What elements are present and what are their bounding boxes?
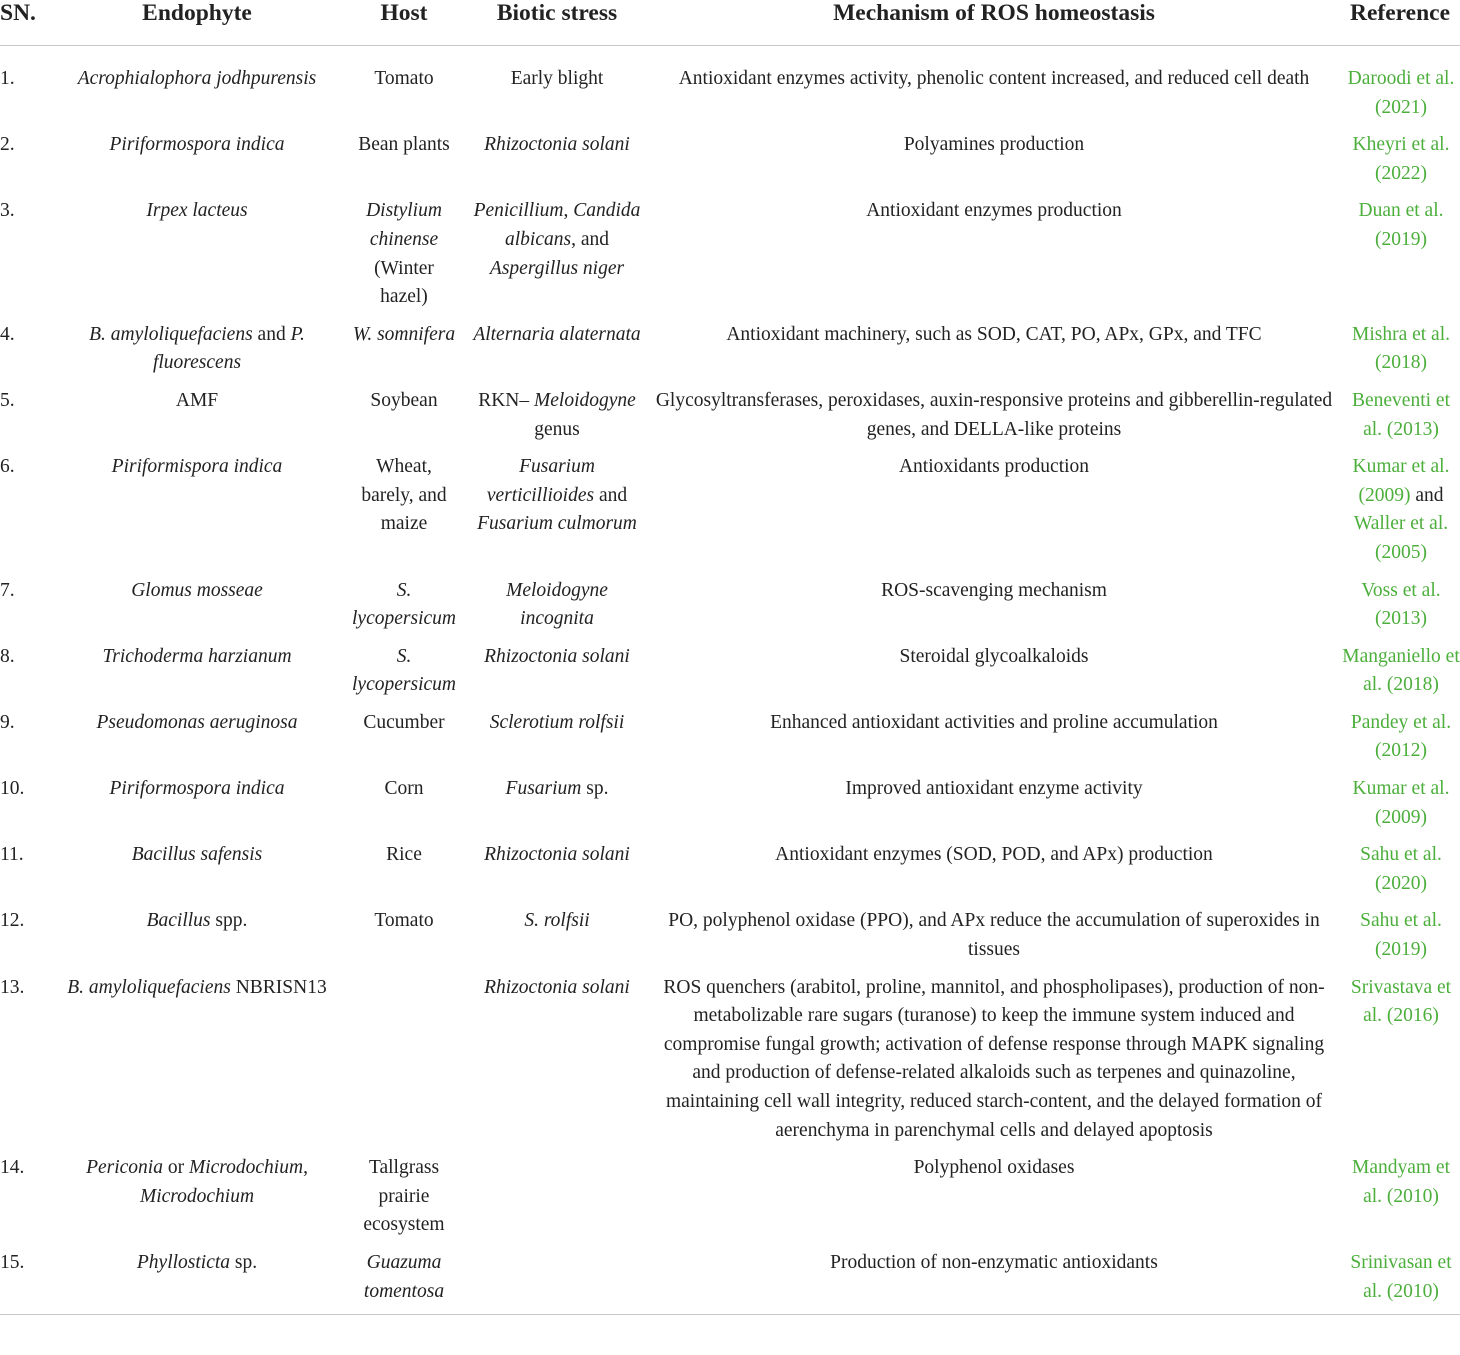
endophyte-text-segment: ,: [303, 1157, 308, 1179]
endophyte-text-segment: Piriformispora indica: [111, 456, 283, 478]
cell-reference: [1340, 709, 1460, 775]
endophyte-text-segment: Pseudomonas aeruginosa: [96, 711, 298, 733]
reference-link[interactable]: Srinivasan et al. (2010): [1350, 1251, 1452, 1302]
cell-mechanism: Antioxidant enzymes activity, phenolic content increased, and reduced cell death: [678, 68, 1310, 89]
stress-text-segment: S. rolfsii: [524, 910, 590, 932]
host-text-segment: (Winter hazel): [374, 257, 434, 308]
cell-host: [342, 841, 466, 907]
reference-link[interactable]: Manganiello et al. (2018): [1342, 645, 1460, 696]
stress-text-segment: Fusarium verticillioides: [486, 456, 595, 506]
endophyte-text-segment: Bacillus: [146, 910, 211, 932]
cell-sn: 3.: [0, 200, 15, 222]
reference-link[interactable]: Mishra et al. (2018): [1351, 323, 1450, 374]
cell-reference: [1340, 1154, 1460, 1249]
table-row: [0, 453, 1460, 576]
stress-text-segment: Candida albicans: [505, 200, 641, 250]
endophyte-text-segment: AMF: [175, 389, 219, 411]
cell-sn: 13.: [0, 976, 25, 998]
host-text-segment: Rice: [386, 844, 422, 866]
reference-link[interactable]: Voss et al. (2013): [1361, 579, 1441, 630]
host-text-segment: S. lycopersicum: [352, 579, 456, 630]
column-header-sn: SN.: [0, 0, 52, 46]
endophyte-text-segment: spp.: [210, 910, 248, 932]
cell-reference: [1340, 775, 1460, 841]
cell-biotic-stress: [466, 841, 648, 907]
column-header-biotic-stress: Biotic stress: [466, 0, 648, 46]
cell-sn: 14.: [0, 1157, 25, 1179]
host-text-segment: Wheat, barely, and maize: [361, 456, 447, 535]
endophyte-text-segment: Piriformospora indica: [109, 134, 285, 156]
cell-host: [342, 46, 466, 132]
cell-sn: 6.: [0, 456, 15, 478]
cell-endophyte: [52, 131, 342, 197]
endophyte-text-segment: sp.: [230, 1251, 258, 1273]
cell-host: [342, 321, 466, 387]
endophyte-text-segment: Microdochium: [139, 1185, 255, 1207]
cell-mechanism: Antioxidant enzymes production: [866, 200, 1122, 222]
cell-endophyte: [52, 387, 342, 453]
endophyte-text-segment: Phyllosticta: [136, 1251, 231, 1273]
cell-host: [342, 1154, 466, 1249]
table-row: [0, 131, 1460, 197]
cell-reference: [1340, 1249, 1460, 1314]
reference-link[interactable]: Pandey et al. (2012): [1350, 711, 1452, 762]
endophyte-text-segment: Acrophialophora jodhpurensis: [77, 68, 317, 89]
table-row: [0, 577, 1460, 643]
cell-endophyte: [52, 974, 342, 1155]
cell-mechanism: Polyamines production: [903, 134, 1085, 156]
cell-endophyte: [52, 577, 342, 643]
host-text-segment: W. somnifera: [352, 323, 456, 345]
endophyte-text-segment: P. fluorescens: [152, 323, 305, 374]
cell-host: [342, 974, 466, 1155]
cell-host: [342, 577, 466, 643]
cell-sn: 9.: [0, 711, 15, 733]
cell-endophyte: [52, 709, 342, 775]
host-text-segment: Tallgrass prairie ecosystem: [363, 1157, 445, 1236]
cell-mechanism: Antioxidants production: [898, 456, 1090, 478]
cell-mechanism: ROS-scavenging mechanism: [881, 579, 1107, 601]
bottom-rule: [0, 1314, 1460, 1315]
cell-biotic-stress: [466, 321, 648, 387]
cell-mechanism: Enhanced antioxidant activities and proline accumulation: [770, 711, 1218, 733]
cell-host: [342, 709, 466, 775]
endophyte-text-segment: Piriformospora indica: [109, 778, 285, 800]
stress-text-segment: and: [594, 484, 628, 506]
cell-reference: [1340, 974, 1460, 1155]
host-text-segment: Bean plants: [358, 134, 450, 156]
stress-text-segment: Alternaria alaternata: [473, 323, 641, 345]
cell-host: [342, 775, 466, 841]
cell-reference: [1340, 321, 1460, 387]
host-text-segment: Tomato: [374, 68, 434, 89]
cell-sn: 8.: [0, 645, 15, 667]
cell-sn: 1.: [0, 68, 15, 89]
endophyte-text-segment: NBRISN13: [230, 976, 327, 998]
cell-sn: 4.: [0, 323, 15, 345]
cell-reference: [1340, 46, 1460, 132]
cell-endophyte: [52, 841, 342, 907]
stress-text-segment: Fusarium: [505, 778, 582, 800]
stress-text-segment: Early blight: [510, 68, 604, 89]
cell-reference: [1340, 453, 1460, 576]
stress-text-segment: Penicillium: [473, 200, 564, 222]
cell-mechanism: Glycosyltransferases, peroxidases, auxin-responsive proteins and gibberellin-regulated genes, and DELLA-like proteins: [655, 389, 1333, 440]
stress-text-segment: Fusarium culmorum: [477, 513, 637, 535]
stress-text-segment: genus: [534, 418, 580, 440]
cell-sn: 15.: [0, 1251, 25, 1273]
cell-reference: [1340, 387, 1460, 453]
cell-biotic-stress: [466, 577, 648, 643]
endophyte-text-segment: Irpex lacteus: [146, 200, 248, 222]
header-row: [0, 0, 1460, 46]
reference-link[interactable]: Duan et al. (2019): [1358, 200, 1444, 250]
cell-host: [342, 907, 466, 973]
stress-text-segment: Rhizoctonia solani: [484, 976, 630, 998]
host-text-segment: Tomato: [374, 910, 434, 932]
cell-mechanism: Polyphenol oxidases: [913, 1157, 1075, 1179]
table-row: [0, 974, 1460, 1155]
cell-mechanism: Improved antioxidant enzyme activity: [845, 778, 1143, 800]
reference-link[interactable]: Kumar et al. (2009): [1352, 778, 1450, 828]
cell-sn: 10.: [0, 778, 25, 800]
endophyte-text-segment: Trichoderma harzianum: [102, 645, 292, 667]
cell-biotic-stress: [466, 974, 648, 1155]
cell-host: [342, 643, 466, 709]
stress-text-segment: Rhizoctonia solani: [484, 645, 630, 667]
cell-mechanism: ROS quenchers (arabitol, proline, mannitol, and phospholipases), production of non-metabolizable rare sugars (turanose) to keep the immune system induced and compromise fungal growth; activation of defense response through MAPK signaling and production of defense-related alkaloids such as terpenes and quinazoline, maintaining cell wall integrity, reduced starch-content, and the delayed formation of aerenchyma in parenchymal cells and delayed apoptosis: [663, 976, 1325, 1141]
table-header: [0, 0, 1460, 46]
cell-sn: 7.: [0, 579, 15, 601]
endophyte-text-segment: Microdochium: [188, 1157, 304, 1179]
stress-text-segment: Sclerotium rolfsii: [489, 711, 625, 733]
cell-host: [342, 1249, 466, 1314]
cell-endophyte: [52, 1154, 342, 1249]
table-row: [0, 321, 1460, 387]
cell-sn: 5.: [0, 389, 15, 411]
table-row: [0, 643, 1460, 709]
cell-biotic-stress: [466, 907, 648, 973]
cell-reference: [1340, 131, 1460, 197]
endophyte-text-segment: or: [162, 1157, 189, 1179]
stress-text-segment: Meloidogyne: [534, 389, 636, 411]
cell-mechanism: Steroidal glycoalkaloids: [899, 645, 1089, 667]
host-text-segment: Guazuma tomentosa: [363, 1251, 445, 1302]
host-text-segment: S. lycopersicum: [352, 645, 456, 696]
table-row: [0, 387, 1460, 453]
endophyte-text-segment: Bacillus safensis: [131, 844, 263, 866]
cell-biotic-stress: [466, 46, 648, 132]
cell-biotic-stress: [466, 197, 648, 320]
cell-host: [342, 197, 466, 320]
cell-biotic-stress: [466, 643, 648, 709]
cell-reference: [1340, 197, 1460, 320]
stress-text-segment: ,: [563, 200, 574, 222]
cell-host: [342, 387, 466, 453]
cell-sn: 11.: [0, 844, 24, 866]
table-row: [0, 841, 1460, 907]
reference-link[interactable]: Srivastava et al. (2016): [1350, 976, 1452, 1027]
reference-link[interactable]: Kheyri et al. (2022): [1352, 134, 1450, 184]
cell-biotic-stress: [466, 709, 648, 775]
stress-text-segment: Meloidogyne incognita: [506, 579, 608, 630]
cell-endophyte: [52, 1249, 342, 1314]
endophyte-text-segment: B. amyloliquefaciens: [67, 976, 231, 998]
table-row: [0, 709, 1460, 775]
cell-mechanism: Antioxidant enzymes (SOD, POD, and APx) production: [775, 844, 1213, 866]
cell-biotic-stress: [466, 131, 648, 197]
column-header-endophyte: Endophyte: [52, 0, 342, 46]
reference-link[interactable]: Beneventi et al. (2013): [1351, 389, 1450, 440]
cell-endophyte: [52, 197, 342, 320]
cell-endophyte: [52, 46, 342, 132]
endophyte-text-segment: B. amyloliquefaciens: [89, 323, 253, 345]
column-header-reference: Reference: [1340, 0, 1460, 46]
stress-text-segment: RKN–: [478, 389, 534, 411]
host-text-segment: Soybean: [370, 389, 438, 411]
endophyte-text-segment: Glomus mosseae: [131, 579, 263, 601]
reference-link[interactable]: Daroodi et al. (2021): [1347, 68, 1455, 118]
cell-sn: 2.: [0, 134, 15, 156]
table-row: [0, 775, 1460, 841]
reference-text: and: [1410, 484, 1444, 506]
cell-reference: [1340, 841, 1460, 907]
table-body: [0, 46, 1460, 1315]
cell-biotic-stress: [466, 1154, 648, 1249]
table-row: [0, 46, 1460, 132]
table-row: [0, 907, 1460, 973]
cell-host: [342, 131, 466, 197]
reference-link[interactable]: Sahu et al. (2019): [1360, 910, 1442, 961]
cell-mechanism: Antioxidant machinery, such as SOD, CAT, PO, APx, GPx, and TFC: [726, 323, 1262, 345]
column-header-host: Host: [342, 0, 466, 46]
cell-biotic-stress: [466, 387, 648, 453]
cell-endophyte: [52, 775, 342, 841]
stress-text-segment: Aspergillus niger: [489, 257, 625, 279]
reference-link[interactable]: Kumar et al. (2009): [1352, 456, 1450, 506]
cell-sn: 12.: [0, 910, 25, 932]
cell-endophyte: [52, 453, 342, 576]
cell-endophyte: [52, 907, 342, 973]
cell-biotic-stress: [466, 1249, 648, 1314]
stress-text-segment: sp.: [581, 778, 609, 800]
cell-reference: [1340, 907, 1460, 973]
cell-reference: [1340, 577, 1460, 643]
reference-link[interactable]: Mandyam et al. (2010): [1351, 1157, 1450, 1207]
endophyte-text-segment: Periconia: [86, 1157, 163, 1179]
host-text-segment: Corn: [384, 778, 424, 800]
column-header-mechanism: Mechanism of ROS homeostasis: [648, 0, 1340, 46]
cell-biotic-stress: [466, 775, 648, 841]
cell-reference: [1340, 643, 1460, 709]
host-text-segment: Distylium chinense: [366, 200, 442, 250]
host-text-segment: Cucumber: [363, 711, 445, 733]
table-row: [0, 1154, 1460, 1249]
reference-link[interactable]: Sahu et al. (2020): [1360, 844, 1442, 894]
stress-text-segment: , and: [571, 228, 609, 250]
reference-link[interactable]: Waller et al. (2005): [1353, 513, 1449, 563]
cell-endophyte: [52, 321, 342, 387]
cell-mechanism: Production of non-enzymatic antioxidants: [830, 1251, 1158, 1273]
cell-mechanism: PO, polyphenol oxidase (PPO), and APx reduce the accumulation of superoxides in tissues: [668, 910, 1320, 961]
stress-text-segment: Rhizoctonia solani: [484, 844, 630, 866]
cell-host: [342, 453, 466, 576]
table-row: [0, 1249, 1460, 1314]
endophyte-text-segment: and: [252, 323, 291, 345]
stress-text-segment: Rhizoctonia solani: [484, 134, 630, 156]
table-row: [0, 197, 1460, 320]
cell-biotic-stress: [466, 453, 648, 576]
cell-endophyte: [52, 643, 342, 709]
